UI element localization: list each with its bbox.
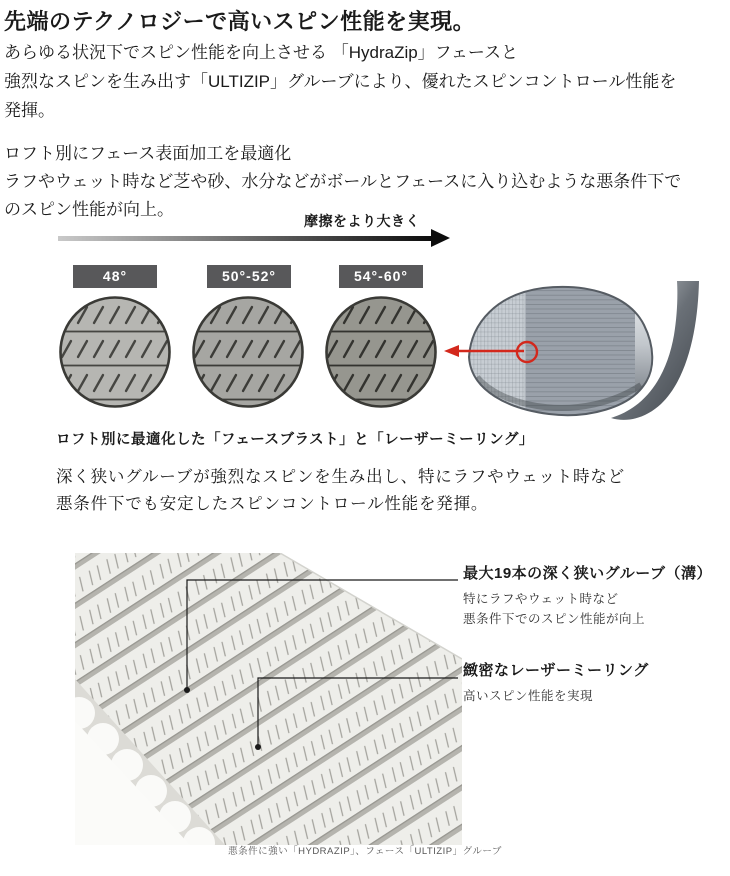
annotation-title: 緻密なレーザーミーリング	[463, 662, 649, 679]
annotation-title: 最大19本の深く狭いグルーブ（溝）	[463, 565, 712, 582]
intro-paragraph	[4, 38, 676, 125]
optimize-subtitle: ロフト別にフェース表面加工を最適化	[4, 144, 292, 163]
intro-line: あらゆる状況下でスピン性能を向上させる 「HydraZip」フェースと	[4, 43, 518, 62]
annotation-sub-line: 特にラフやウェット時など	[463, 592, 619, 606]
intro-line: 強烈なスピンを生み出す「ULTIZIP」グルーブにより、優れたスピンコントロール性能を	[4, 72, 677, 91]
loft-face-circle-50-52	[192, 296, 304, 408]
annotation-sub-line: 高いスピン性能を実現	[463, 689, 594, 703]
loft-face-circle-48	[59, 296, 171, 408]
groove-paragraph	[56, 464, 625, 518]
friction-arrowhead-icon	[431, 229, 450, 247]
groove-body-line: 深く狭いグルーブが強烈なスピンを生み出し、特にラフやウェット時など	[56, 468, 625, 486]
optimize-body-line: ラフやウェット時など芝や砂、水分などがボールとフェースに入り込むような悪条件下で	[4, 172, 682, 191]
red-pointer-arrow-icon	[444, 344, 524, 358]
page-title: 先端のテクノロジーで高いスピン性能を実現。	[4, 9, 476, 34]
intro-line: 発揮。	[4, 101, 55, 120]
annotation-sub	[463, 589, 723, 629]
image-caption: 悪条件に強い「HYDRAZIP」、フェース「ULTIZIP」グルーブ	[228, 846, 502, 857]
friction-arrow-label: 摩擦をより大きく	[304, 213, 420, 229]
annotation-sub-line: 悪条件下でのスピン性能が向上	[463, 612, 646, 626]
optimize-body-line: のスピン性能が向上。	[4, 200, 174, 219]
groove-body-line: 悪条件下でも安定したスピンコントロール性能を発揮。	[56, 495, 489, 513]
loft-badge-54-60: 54°-60°	[339, 265, 423, 288]
groove-closeup-image	[75, 553, 462, 845]
annotation-milling	[463, 659, 723, 706]
optimize-caption: ロフト別に最適化した「フェースブラスト」と「レーザーミーリング」	[56, 432, 534, 448]
annotation-sub	[463, 686, 723, 706]
loft-badge-50-52: 50°-52°	[207, 265, 291, 288]
loft-face-circle-54-60	[325, 296, 437, 408]
loft-badge-48: 48°	[73, 265, 157, 288]
friction-gradient-arrow	[58, 236, 432, 241]
annotation-grooves	[463, 562, 723, 629]
